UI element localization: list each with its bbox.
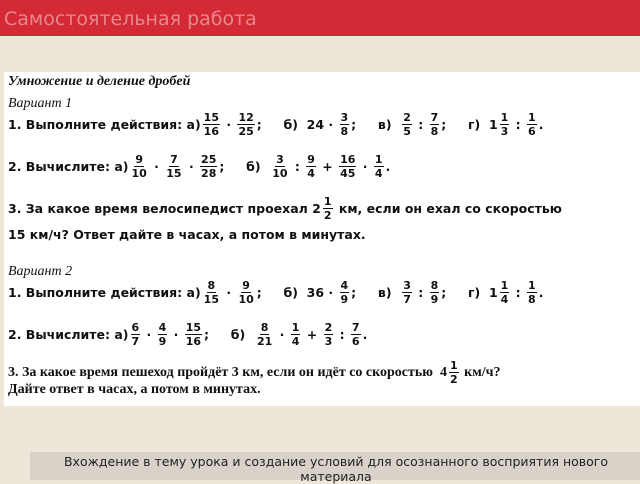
variant-1-label: Вариант 1	[8, 96, 73, 111]
fraction: $\frac{25}{28}$	[201, 153, 217, 180]
fraction: $\frac{1}{2}$	[323, 195, 332, 222]
fraction: $\frac{9}{10}$	[131, 153, 147, 180]
v1-task3-text-a: 3. За какое время велосипедист проехал 2	[8, 201, 321, 216]
fraction: $\frac{15}{16}$	[203, 111, 219, 138]
fraction: $\frac{1}{2}$	[450, 359, 458, 386]
v1-task1-text: 1. Выполните действия: а)	[8, 117, 201, 132]
footer-left-block	[0, 452, 30, 480]
fraction: $\frac{8}{15}$	[203, 279, 219, 306]
fraction: $\frac{3}{8}$	[340, 111, 349, 138]
fraction: $\frac{9}{4}$	[307, 153, 315, 180]
fraction: $\frac{1}{4}$	[291, 321, 300, 348]
fraction: $\frac{4}{9}$	[158, 321, 167, 348]
v2-task3-text-c: Дайте ответ в часах, а потом в минутах.	[8, 382, 261, 397]
v1-task3-text-c: 15 км/ч? Ответ дайте в часах, а потом в минутах.	[8, 227, 366, 242]
v1-task2-text: 2. Вычислите: а)	[8, 159, 129, 174]
v1-task1: 1. Выполните действия: а) $\frac{15}{16}$ · $\frac{12}{25}$ ; б) 24 · $\frac{3}{8}$ ; в) $\frac{2}{5}$ : $\frac{7}{8}$ ; г) 1 $\frac{1}{3}$ : $\frac{1}{6}$ .	[8, 111, 544, 138]
fraction: $\frac{1}{3}$	[500, 111, 509, 138]
v2-task2: 2. Вычислите: а) $\frac{6}{7}$ · $\frac{4}{9}$ · $\frac{15}{16}$ ; б) $\frac{8}{21}$ · $\frac{1}{4}$ + $\frac{2}{3}$ : $\frac{7}{6}$ .	[8, 321, 368, 348]
fraction: $\frac{12}{25}$	[238, 111, 254, 138]
fraction: $\frac{3}{10}$	[272, 153, 288, 180]
fraction: $\frac{2}{3}$	[324, 321, 333, 348]
v1-task3-text-b: км, если он ехал со скоростью	[338, 201, 562, 216]
fraction: $\frac{15}{16}$	[185, 321, 202, 348]
v2-task1-text: 1. Выполните действия: а)	[8, 285, 201, 300]
v2-task3-text-a: 3. За какое время пешеход пройдёт 3 км, если он идёт со скоростью	[8, 364, 433, 380]
fraction: $\frac{1}{4}$	[500, 279, 509, 306]
v1-task3-cont	[8, 227, 366, 242]
fraction: $\frac{7}{6}$	[351, 321, 360, 348]
fraction: $\frac{7}{15}$	[166, 153, 182, 180]
fraction: $\frac{8}{21}$	[256, 321, 273, 348]
v2-task2-text: 2. Вычислите: а)	[8, 327, 129, 342]
fraction: $\frac{8}{9}$	[430, 279, 439, 306]
worksheet-heading: Умножение и деление дробей	[8, 74, 191, 89]
fraction: $\frac{4}{9}$	[340, 279, 349, 306]
fraction: $\frac{1}{8}$	[528, 279, 536, 306]
fraction: $\frac{3}{7}$	[403, 279, 411, 306]
slide-title: Самостоятельная работа	[4, 8, 257, 30]
v1-task2: 2. Вычислите: а) $\frac{9}{10}$ · $\frac{7}{15}$ · $\frac{25}{28}$ ; б) $\frac{3}{10}$ : $\frac{9}{4}$ + $\frac{16}{45}$ · $\frac{1}{4}$ .	[8, 153, 391, 180]
fraction: $\frac{9}{10}$	[238, 279, 254, 306]
footer-caption: Вхождение в тему урока и создание условий для осознанного восприятия нового материала	[63, 454, 608, 484]
fraction: $\frac{2}{5}$	[403, 111, 411, 138]
v2-task1: 1. Выполните действия: а) $\frac{8}{15}$ · $\frac{9}{10}$ ; б) 36 · $\frac{4}{9}$ ; в) $\frac{3}{7}$ : $\frac{8}{9}$ ; г) 1 $\frac{1}{4}$ : $\frac{1}{8}$ .	[8, 279, 544, 306]
fraction: $\frac{1}{6}$	[528, 111, 536, 138]
variant-2-label: Вариант 2	[8, 264, 73, 279]
v2-task3: 3. За какое время пешеход пройдёт 3 км, если он идёт со скоростью 4 $\frac{1}{2}$ км/ч?	[8, 359, 501, 386]
v2-task3-cont	[8, 382, 261, 398]
header-band	[0, 36, 640, 72]
fraction: $\frac{7}{8}$	[430, 111, 439, 138]
fraction: $\frac{16}{45}$	[340, 153, 356, 180]
v2-task3-text-b: км/ч?	[464, 364, 501, 380]
fraction: $\frac{6}{7}$	[131, 321, 140, 348]
fraction: $\frac{1}{4}$	[374, 153, 383, 180]
v1-task3	[8, 196, 562, 221]
